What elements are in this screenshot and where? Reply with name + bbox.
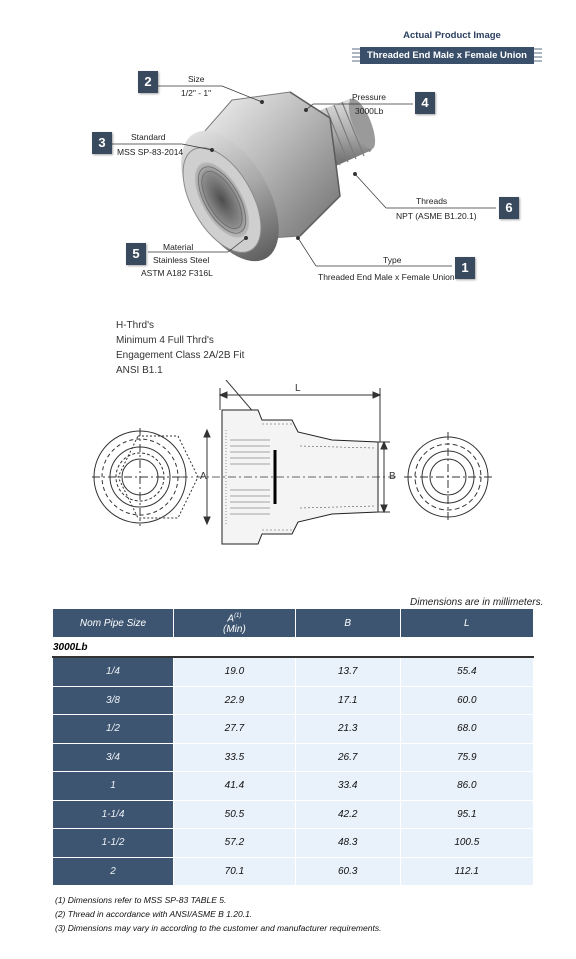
cell-a: 19.0 xyxy=(174,657,296,686)
cell-a: 22.9 xyxy=(174,686,296,715)
callout-4-badge: 4 xyxy=(415,92,435,114)
banner-title: Actual Product Image xyxy=(403,30,501,41)
dim-label-A: A xyxy=(200,471,207,482)
cell-b: 26.7 xyxy=(295,743,400,772)
cell-a: 50.5 xyxy=(174,800,296,829)
cell-size: 1-1/2 xyxy=(53,829,174,858)
cell-b: 60.3 xyxy=(295,857,400,886)
table-group-row xyxy=(53,638,534,658)
header-l: L xyxy=(400,609,533,638)
callout-5-value-grade: ASTM A182 F316L xyxy=(141,268,213,278)
cell-a: 27.7 xyxy=(174,715,296,744)
footnote-2: (2) Thread in accordance with ANSI/ASME B 1.20.1. xyxy=(55,909,253,919)
header-nom-pipe-size: Nom Pipe Size xyxy=(53,609,174,638)
cell-a: 70.1 xyxy=(174,857,296,886)
cell-b: 17.1 xyxy=(295,686,400,715)
table-row xyxy=(53,743,534,772)
dim-label-B: B xyxy=(389,471,396,482)
callout-5-label: Material xyxy=(163,242,194,252)
cell-l: 100.5 xyxy=(400,829,533,858)
table-row xyxy=(53,800,534,829)
callout-3-badge: 3 xyxy=(92,132,112,154)
callout-5-value: Stainless Steel xyxy=(153,255,210,265)
callout-2-badge: 2 xyxy=(138,71,158,93)
cell-l: 95.1 xyxy=(400,800,533,829)
thread-note-line-3: Engagement Class 2A/2B Fit xyxy=(116,350,245,361)
header-a-footnote: (1) xyxy=(234,613,242,620)
cell-b: 21.3 xyxy=(295,715,400,744)
thread-note-line-1: H-Thrd's xyxy=(116,320,155,331)
cell-size: 2 xyxy=(53,857,174,886)
cell-b: 33.4 xyxy=(295,772,400,801)
cell-size: 1 xyxy=(53,772,174,801)
callout-4-value: 3000Lb xyxy=(355,106,384,116)
cell-size: 1-1/4 xyxy=(53,800,174,829)
cell-size: 1/2 xyxy=(53,715,174,744)
banner-label: Threaded End Male x Female Union xyxy=(367,50,527,61)
dimensions-note: Dimensions are in millimeters. xyxy=(410,597,544,608)
header-b: B xyxy=(295,609,400,638)
cell-b: 13.7 xyxy=(295,657,400,686)
callout-3-value: MSS SP-83-2014 xyxy=(117,147,184,157)
table-header-row xyxy=(53,609,534,638)
callout-4-label: Pressure xyxy=(352,92,387,102)
dimensions-table xyxy=(52,608,534,886)
table-row xyxy=(53,686,534,715)
callout-1-value: Threaded End Male x Female Union xyxy=(318,272,455,282)
cell-size: 1/4 xyxy=(53,657,174,686)
callout-leader-lines xyxy=(0,0,576,300)
callout-1-badge: 1 xyxy=(455,257,475,279)
callout-3-label: Standard xyxy=(131,132,166,142)
cell-a: 41.4 xyxy=(174,772,296,801)
footnote-3: (3) Dimensions may vary in according to the customer and manufacturer requirements. xyxy=(55,923,382,933)
thread-note-line-4: ANSI B1.1 xyxy=(116,365,163,376)
technical-drawing xyxy=(0,380,576,580)
callout-6-badge: 6 xyxy=(499,197,519,219)
footnote-1: (1) Dimensions refer to MSS SP-83 TABLE 5. xyxy=(55,895,227,905)
header-a-min: (Min) xyxy=(223,623,246,635)
table-row xyxy=(53,715,534,744)
header-a xyxy=(174,609,296,638)
cell-size: 3/4 xyxy=(53,743,174,772)
callout-1-label: Type xyxy=(383,255,402,265)
cell-l: 55.4 xyxy=(400,657,533,686)
thread-note-line-2: Minimum 4 Full Thrd's xyxy=(116,335,214,346)
table-row xyxy=(53,857,534,886)
table-row xyxy=(53,772,534,801)
cell-l: 86.0 xyxy=(400,772,533,801)
callout-5-badge: 5 xyxy=(126,243,146,265)
dim-label-L: L xyxy=(295,383,301,394)
cell-l: 68.0 xyxy=(400,715,533,744)
cell-a: 33.5 xyxy=(174,743,296,772)
table-row xyxy=(53,829,534,858)
cell-b: 48.3 xyxy=(295,829,400,858)
cell-l: 60.0 xyxy=(400,686,533,715)
callout-6-value: NPT (ASME B1.20.1) xyxy=(396,211,477,221)
callout-6-label: Threads xyxy=(416,196,448,206)
cell-l: 75.9 xyxy=(400,743,533,772)
cell-size: 3/8 xyxy=(53,686,174,715)
cell-a: 57.2 xyxy=(174,829,296,858)
cell-l: 112.1 xyxy=(400,857,533,886)
cell-b: 42.2 xyxy=(295,800,400,829)
pressure-class-label: 3000Lb xyxy=(53,638,534,658)
table-row xyxy=(53,657,534,686)
callout-2-value: 1/2" - 1" xyxy=(181,88,212,98)
header-a-label: A xyxy=(227,613,235,625)
callout-2-label: Size xyxy=(188,74,205,84)
